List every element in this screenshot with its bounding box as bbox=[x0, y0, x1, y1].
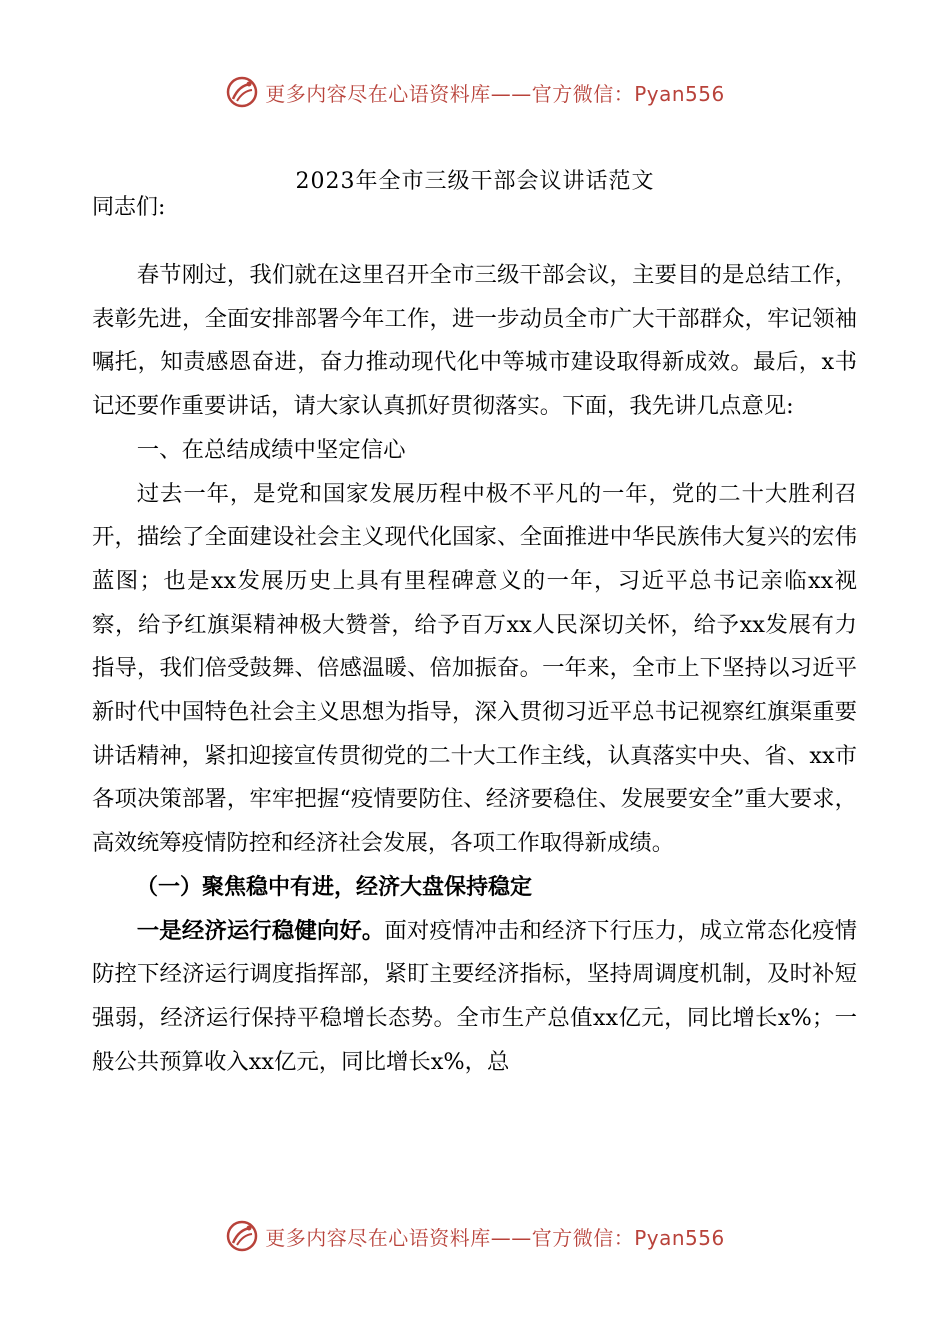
intro-paragraph: 春节刚过，我们就在这里召开全市三级干部会议，主要目的是总结工作，表彰先进，全面安排部署今年工作，进一步动员全市广大干部群众，牢记领袖嘱托，知责感恩奋进，奋力推动现代化中等城市建设取得新成效。最后，x书记还要作重要讲话，请大家认真抓好贯彻落实。下面，我先讲几点意见: bbox=[92, 262, 857, 420]
brand-logo-icon bbox=[225, 1219, 259, 1253]
header-watermark-banner bbox=[0, 72, 950, 112]
point-text: 面对疫情冲击和经济下行压力，成立常态化疫情防控下经济运行调度指挥部，紧盯主要经济指标，坚持周调度机制，及时补短强弱，经济运行保持平稳增长态势。全市生产总值xx亿元，同比增长x%；一般公共预算收入xx亿元，同比增长x%，总 bbox=[92, 917, 858, 1075]
salutation: 同志们: bbox=[92, 195, 166, 220]
brand-logo-icon bbox=[225, 75, 259, 109]
footer-watermark-banner bbox=[0, 1216, 950, 1256]
section-heading: 一、在总结成绩中坚定信心 bbox=[136, 436, 406, 463]
section-paragraph: 过去一年，是党和国家发展历程中极不平凡的一年，党的二十大胜利召开，描绘了全面建设社会主义现代化国家、全面推进中华民族伟大复兴的宏伟蓝图；也是xx发展历史上具有里程碑意义的一年，习近平总书记亲临xx视察，给予红旗渠精神极大赞誉，给予百万xx人民深切关怀，给予xx发展有力指导，我们倍受鼓舞、倍感温暖、倍加振奋。一年来，全市上下坚持以习近平新时代中国特色社会主义思想为指导，深入贯彻习近平总书记视察红旗渠重要讲话精神，紧扣迎接宣传贯彻党的二十大工作主线，认真落实中央、省、xx市各项决策部署，牢牢把握“疫情要防住、经济要稳住、发展要安全”重大要求，高效统筹疫情防控和经济社会发展，各项工作取得新成绩。 bbox=[92, 480, 857, 857]
subsection-heading: （一）聚焦稳中有进，经济大盘保持稳定 bbox=[136, 874, 533, 900]
point-lead: 一是经济运行稳健向好。 bbox=[136, 917, 385, 944]
document-body bbox=[92, 254, 857, 1084]
document-title: 2023年全市三级干部会议讲话范文 bbox=[295, 169, 655, 194]
banner-text: 更多内容尽在心语资料库——官方微信：Pyan556 bbox=[265, 1225, 725, 1250]
point-paragraph bbox=[92, 910, 857, 1085]
banner-text: 更多内容尽在心语资料库——官方微信：Pyan556 bbox=[265, 81, 725, 106]
